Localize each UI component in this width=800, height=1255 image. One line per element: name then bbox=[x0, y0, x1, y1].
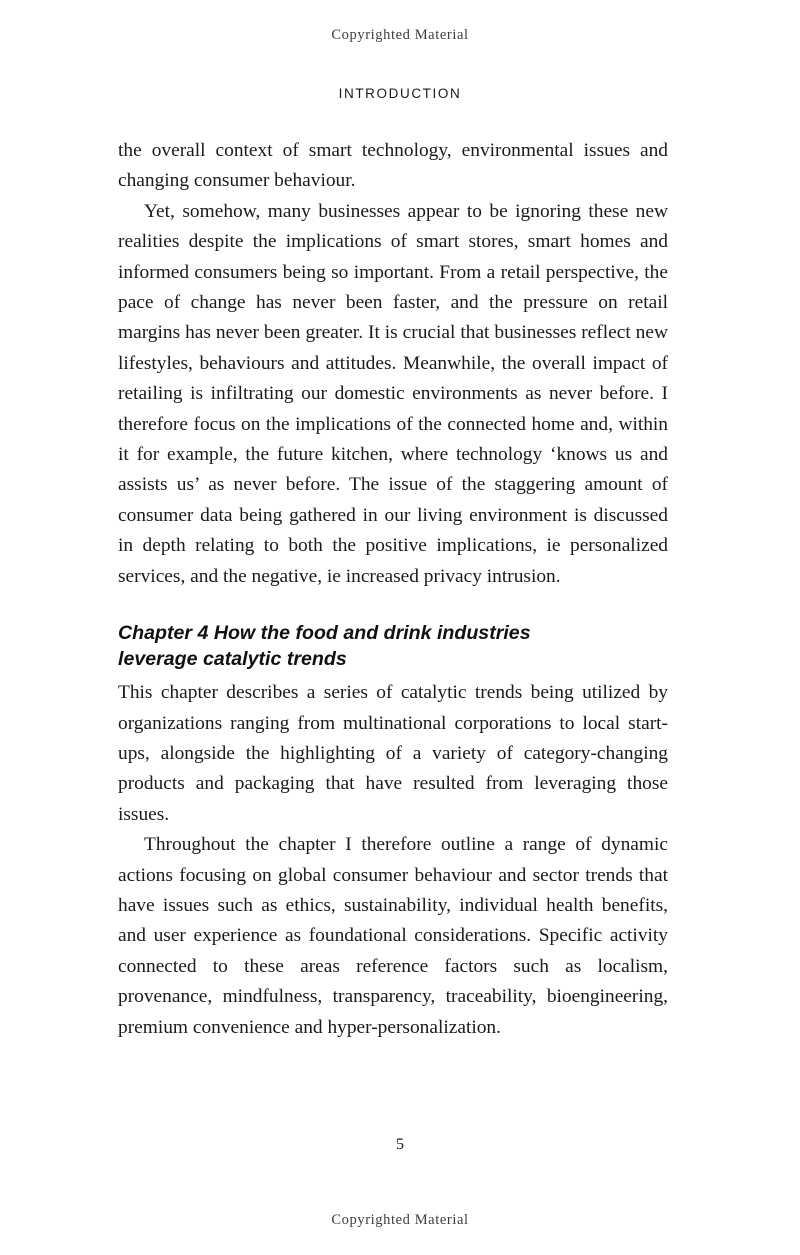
paragraph-chapter-summary: This chapter describes a series of catalytic trends being utilized by organizations ranging from multinational corporations to local start-ups, alongside the highlighting of a variety of category-changing products and packaging that have resulted from leveraging those issues. bbox=[118, 682, 668, 825]
page-number: 5 bbox=[396, 1136, 404, 1153]
paragraph-continuation: the overall context of smart technology, environmental issues and changing consumer behaviour. bbox=[118, 140, 668, 192]
paragraph-dynamic-actions: Throughout the chapter I therefore outline a range of dynamic actions focusing on global consumer behaviour and sector trends that have issues such as ethics, sustainability, individual health benefits, and user experience as foundational considerations. Specific activity connected to these areas reference factors such as localism, provenance, mindfulness, transparency, traceability, bioengineering, premium convenience and hyper-personalization. bbox=[118, 834, 668, 1038]
page-content bbox=[118, 136, 668, 1043]
chapter-4-heading-line1: Chapter 4 How the food and drink industries bbox=[118, 622, 531, 645]
chapter-4-heading-line2: leverage catalytic trends bbox=[118, 648, 347, 671]
chapter-4-heading bbox=[118, 620, 668, 672]
paragraph-smart-realities: Yet, somehow, many businesses appear to be ignoring these new realities despite the implications of smart stores, smart homes and informed consumers being so important. From a retail perspective, the pace of change has never been faster, and the pressure on retail margins has never been greater. It is crucial that businesses reflect new lifestyles, behaviours and attitudes. Meanwhile, the overall impact of retailing is infiltrating our domestic environments as never before. I therefore focus on the implications of the connected home and, within it for example, the future kitchen, where technology ‘knows us and assists us’ as never before. The issue of the staggering amount of consumer data being gathered in our living environment is discussed in depth relating to both the positive implications, ie personalized services, and the negative, ie increased privacy intrusion. bbox=[118, 200, 668, 587]
copyright-watermark-bottom: Copyrighted Material bbox=[331, 1212, 469, 1228]
copyright-watermark-top: Copyrighted Material bbox=[331, 27, 469, 43]
running-head: INTRODUCTION bbox=[338, 86, 462, 101]
